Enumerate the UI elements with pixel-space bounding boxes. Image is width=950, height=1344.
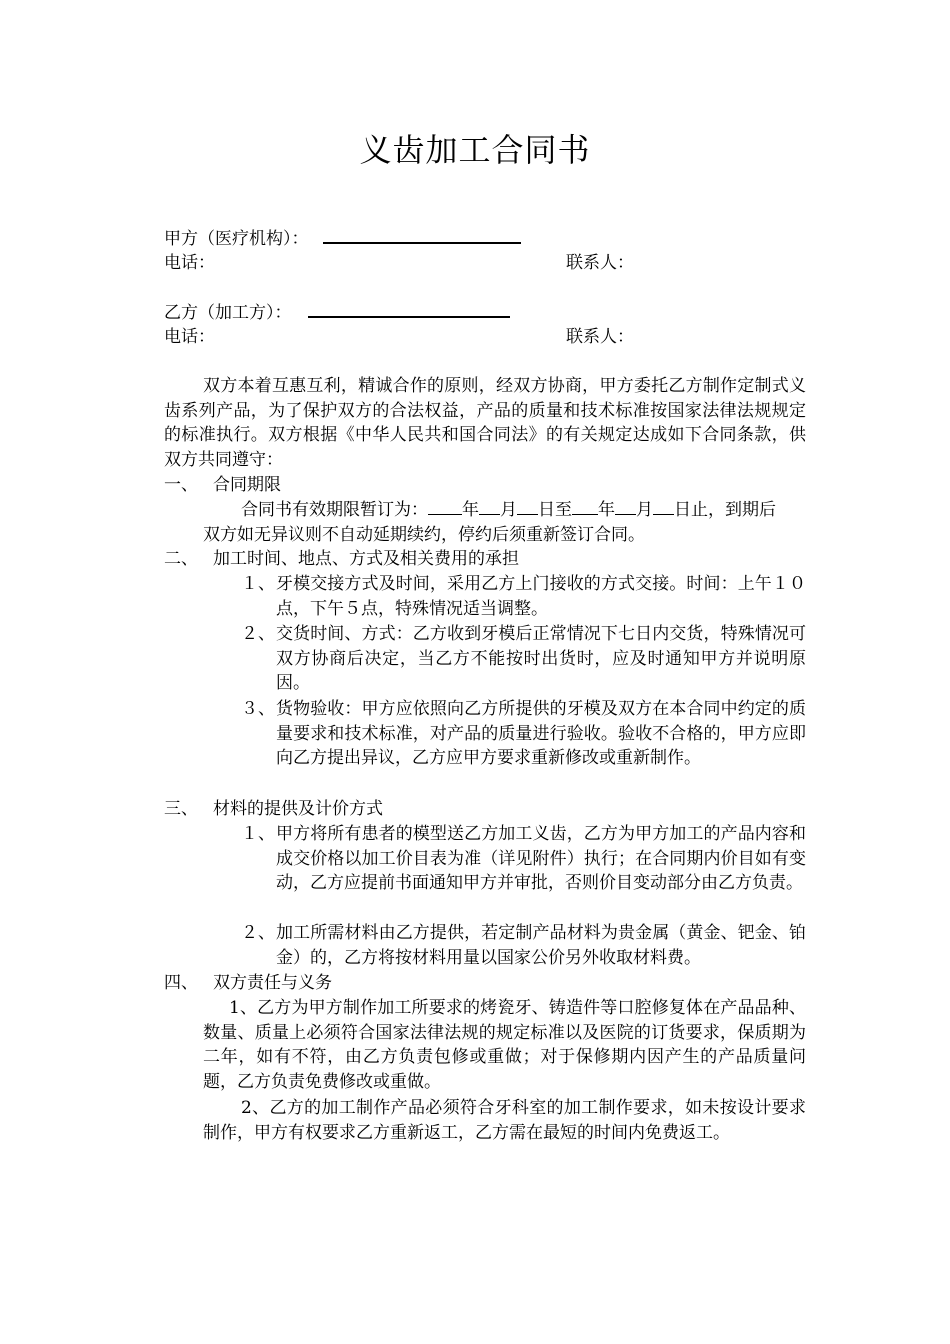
party-a-label: 甲方（医疗机构）： — [164, 229, 309, 249]
validity-day-end: 日止，到期后 — [674, 500, 776, 520]
party-b-row — [164, 300, 510, 326]
party-a-blank — [323, 226, 521, 244]
section-2-item-2-text: 交货时间、方式：乙方收到牙模后正常情况下七日内交货，特殊情况可双方协商后决定，当乙方不能按时出货时，应及时通知甲方并说明原因。 — [276, 624, 806, 693]
day-blank-2 — [653, 499, 674, 515]
month-blank-2 — [615, 499, 636, 515]
section-2-item-1-text: 牙模交接方式及时间，采用乙方上门接收的方式交接。时间：上午１０点，下午５点，特殊情况适当调整。 — [276, 574, 806, 619]
section-2-item-3-number: ３、 — [241, 699, 275, 719]
validity-year-1: 年 — [462, 500, 479, 520]
validity-month-2: 月 — [636, 500, 653, 520]
party-b-contact-label: 联系人： — [566, 327, 634, 347]
year-blank-2 — [572, 499, 598, 515]
party-b-blank — [308, 300, 510, 318]
party-b-phone-label: 电话： — [164, 327, 215, 347]
party-a-phone-label: 电话： — [164, 253, 215, 273]
section-3-number: 三、 — [164, 799, 198, 819]
section-4-heading: 双方责任与义务 — [213, 973, 332, 993]
validity-day-to: 日至 — [538, 500, 572, 520]
section-4-number: 四、 — [164, 973, 198, 993]
intro-paragraph: 双方本着互惠互利，精诚合作的原则，经双方协商，甲方委托乙方制作定制式义齿系列产品，为了保护双方的合法权益，产品的质量和技术标准按国家法律法规规定的标准执行。双方根据《中华人民共和国合同法》的有关规定达成如下合同条款，供双方共同遵守： — [164, 376, 806, 470]
year-blank-1 — [428, 499, 462, 515]
section-1-number: 一、 — [164, 475, 198, 495]
section-2-item-1-number: １、 — [241, 574, 275, 594]
document-title: 义齿加工合同书 — [359, 131, 591, 169]
validity-line — [241, 498, 776, 523]
party-a-row — [164, 226, 521, 252]
section-1-heading: 合同期限 — [213, 475, 281, 495]
section-2-item-2-number: ２、 — [241, 624, 275, 644]
section-2-number: 二、 — [164, 549, 198, 569]
section-3-item-2-number: ２、 — [241, 923, 275, 943]
section-3-item-1-number: １、 — [241, 824, 275, 844]
section-4-item-1-text: 1、乙方为甲方制作加工所要求的烤瓷牙、铸造件等口腔修复体在产品品种、数量、质量上必须符合国家法律法规的规定标准以及医院的订货要求，保质期为二年，如有不符，由乙方负责包修或重做；对于保修期内因产生的产品质量问题，乙方负责免费修改或重做。 — [203, 998, 806, 1092]
month-blank-1 — [479, 499, 500, 515]
day-blank-1 — [517, 499, 538, 515]
section-2-heading: 加工时间、地点、方式及相关费用的承担 — [213, 549, 519, 569]
validity-year-2: 年 — [598, 500, 615, 520]
validity-line-2: 双方如无异议则不自动延期续约，停约后须重新签订合同。 — [203, 525, 645, 545]
party-b-label: 乙方（加工方）： — [164, 303, 292, 323]
section-3-item-1-text: 甲方将所有患者的模型送乙方加工义齿，乙方为甲方加工的产品内容和成交价格以加工价目表为准（详见附件）执行；在合同期内价目如有变动，乙方应提前书面通知甲方并审批，否则价目变动部分由乙方负责。 — [276, 824, 806, 893]
section-4-item-2-text: 2、乙方的加工制作产品必须符合牙科室的加工制作要求，如未按设计要求制作，甲方有权要求乙方重新返工，乙方需在最短的时间内免费返工。 — [203, 1098, 806, 1143]
section-2-item-3-text: 货物验收：甲方应依照向乙方所提供的牙模及双方在本合同中约定的质量要求和技术标准，对产品的质量进行验收。验收不合格的，甲方应即向乙方提出异议，乙方应甲方要求重新修改或重新制作。 — [276, 699, 806, 768]
validity-prefix: 合同书有效期限暂订为： — [241, 500, 428, 520]
party-a-contact-label: 联系人： — [566, 253, 634, 273]
section-3-heading: 材料的提供及计价方式 — [213, 799, 383, 819]
section-3-item-2-text: 加工所需材料由乙方提供，若定制产品材料为贵金属（黄金、钯金、铂金）的，乙方将按材料用量以国家公价另外收取材料费。 — [276, 923, 806, 968]
validity-month-1: 月 — [500, 500, 517, 520]
